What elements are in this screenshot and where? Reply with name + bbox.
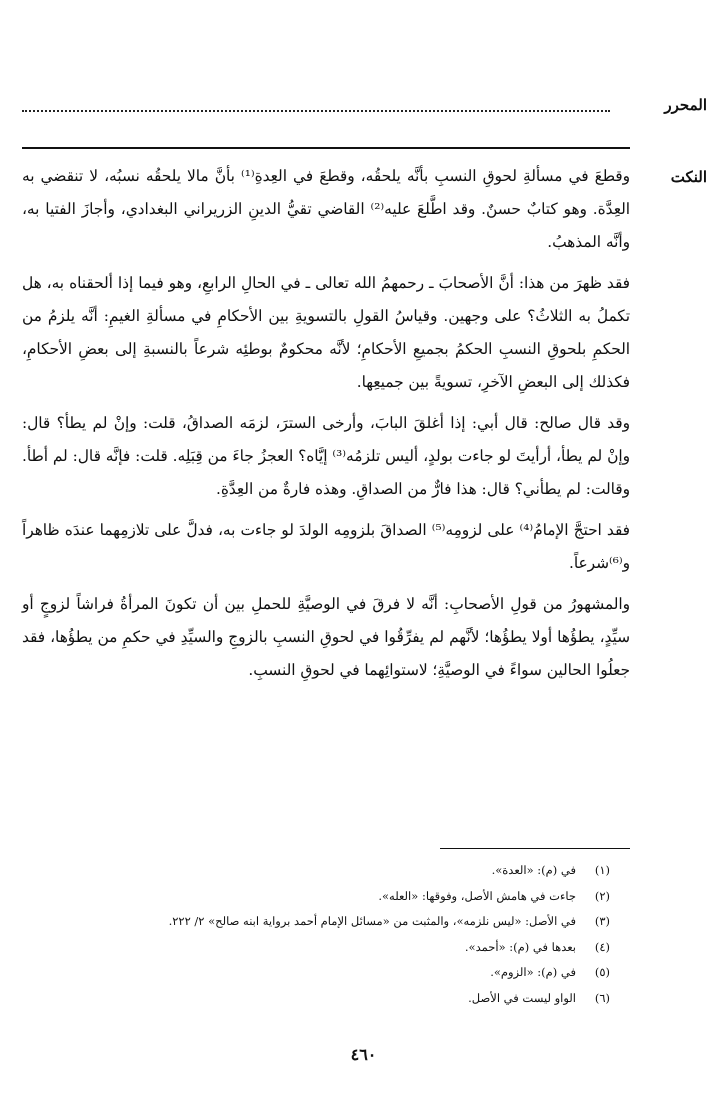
- paragraph: وقطعَ في مسألةِ لحوقِ النسبِ بأنَّه يلحقُه، وقطعَ في العِدةِ⁽¹⁾ بأنَّ مالا يلحقُه نسبُه، لا تنقضي به العِدَّة. وهو كتابٌ حسنٌ. وقد اطَّلعَ عليه⁽²⁾ القاضي تقيُّ الدينِ الزريراني البغدادي، وأجازَ الفتيا به، وأنَّه المذهبُ.: [22, 167, 630, 251]
- footnote: [22, 909, 610, 935]
- running-header-label: المحرر: [664, 96, 707, 114]
- footnote-number: (٤): [594, 939, 610, 954]
- footnote-text: الواو ليست في الأصل.: [468, 990, 576, 1005]
- footnote-text: بعدها في (م): «أحمد».: [464, 939, 576, 954]
- footnote-number: (٥): [594, 965, 610, 979]
- footnote: [22, 960, 610, 986]
- paragraph: وقد قال صالح: قال أبي: إذا أغلقَ البابَ، وأرخى السترَ، لزمَه الصداقُ، قلت: وإنْ لم يطأ؟ قال: وإنْ لم يطأ، أرأيتَ لو جاءت بولدٍ، أليس تلزمُه⁽³⁾ إيَّاه؟ العجزُ جاءَ من قِبَلِه. قلت: فإنَّه قال: لم أطأ. وقالت: لم يطأني؟ قال: هذا فارٌّ من الصداقِ. وهذه فارةٌ من العِدَّةِ.: [22, 414, 630, 498]
- footnote: [22, 884, 610, 910]
- footnote-number: (٦): [594, 990, 610, 1005]
- footnote-rule: [440, 848, 630, 849]
- footnote-text: في الأصل: «ليس نلزمه»، والمثبت من «مسائل الإمام أحمد برواية ابنه صالح» ٢/ ٢٢٢.: [168, 914, 576, 928]
- header-dotted-line: [22, 98, 610, 112]
- page-number: ٤٦٠: [350, 1045, 377, 1064]
- footnote: [22, 986, 610, 1012]
- main-text: [22, 160, 630, 695]
- footnote-text: جاءت في هامش الأصل، وفوقها: «العله».: [378, 888, 576, 903]
- footnote: [22, 858, 610, 884]
- footnote-text: في (م): «الزوم».: [490, 965, 576, 979]
- footnotes: [22, 858, 610, 1011]
- footnote-text: في (م): «العدة».: [491, 863, 576, 877]
- header-rule: [22, 147, 630, 149]
- margin-section-label: النكت: [670, 168, 707, 186]
- footnote-number: (٢): [594, 888, 610, 903]
- paragraph: فقد ظهرَ من هذا: أنَّ الأصحابَ ـ رحمهمُ الله تعالى ـ في الحالِ الرابعِ، وهو فيما إذا ألحقناه به، هل تكملُ به الثلاثُ؟ على وجهين. وقياسُ القولِ بالتسويةِ بين الأحكامِ في مسألةِ الغيمِ: أنَّه يلزمُ من الحكمِ بلحوقِ النسبِ الحكمُ بجميعِ الأحكامِ؛ لأنَّه محكومٌ بوطئِه شرعاً بالنسبةِ إلى بعضِ الأحكامِ، فكذلك إلى البعضِ الآخرِ، تسويةً بين جميعِها.: [22, 274, 630, 391]
- paragraph: فقد احتجَّ الإمامُ⁽⁴⁾ على لزومِه⁽⁵⁾ الصداقَ بلزومِه الولدَ لو جاءت به، فدلَّ على تلازمِهما عندَه ظاهراً و⁽⁶⁾شرعاً.: [22, 521, 630, 572]
- footnote-number: (٣): [594, 914, 610, 928]
- paragraph: والمشهورُ من قولِ الأصحابِ: أنَّه لا فرقَ في الوصيَّةِ للحملِ بين أن تكونَ المرأةُ فراشاً لزوجٍ أو سيِّدٍ، يطؤُها أولا يطؤُها؛ لأنَّهم لم يفرِّقُوا في لحوقِ النسبِ بالزوجِ والسيِّدِ في حكمِ من يطؤُها، فقد جعلُوا الحالين سواءً في الوصيَّةِ؛ لاستوائِهما في لحوقِ النسبِ.: [22, 595, 630, 679]
- footnote-number: (١): [594, 863, 610, 877]
- footnote: [22, 935, 610, 961]
